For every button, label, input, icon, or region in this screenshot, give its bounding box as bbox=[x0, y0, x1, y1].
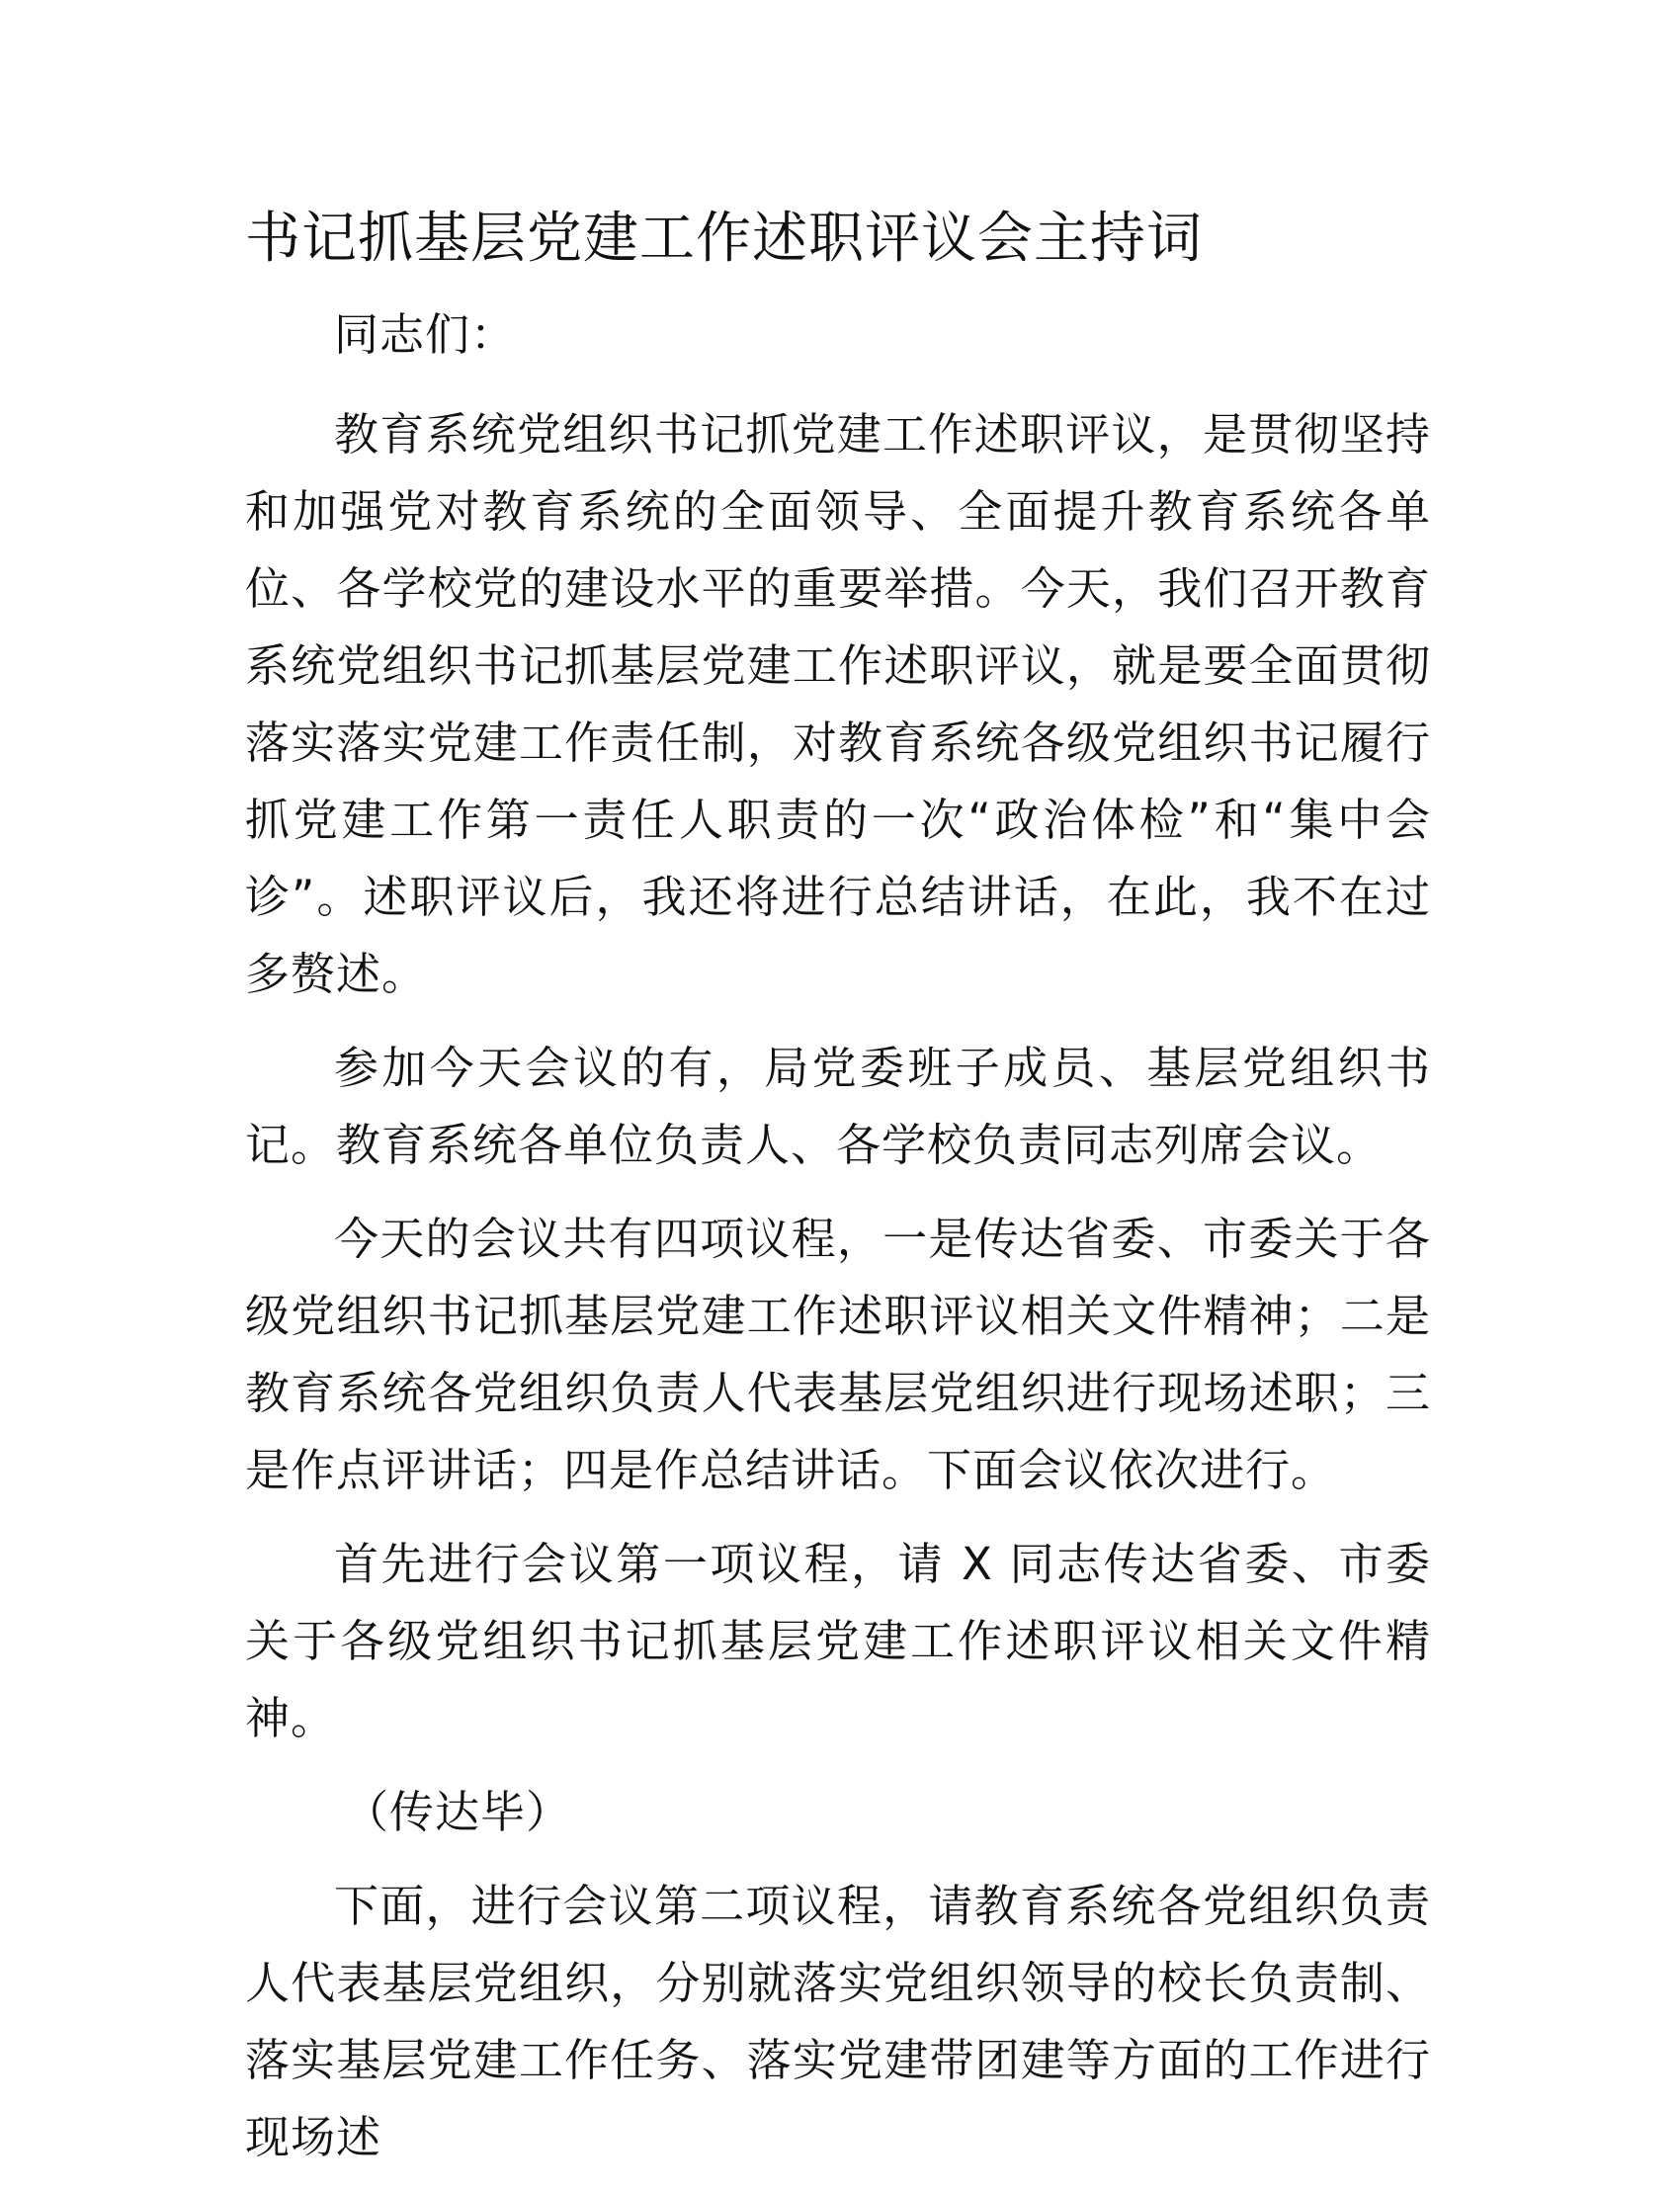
note-paragraph: （传达毕） bbox=[344, 1786, 572, 1838]
body-paragraph: 教育系统党组织书记抓党建工作述职评议，是贯彻坚持和加强党对教育系统的全面领导、全面提升教育系统各单位、各学校党的建设水平的重要举措。今天，我们召开教育系统党组织书记抓基层党建工作述职评议，就是要全面贯彻落实落实党建工作责任制，对教育系统各级党组织书记履行抓党建工作第一责任人职责的一次“政治体检”和“集中会诊”。述职评议后，我还将进行总结讲话，在此，我不在过多赘述。 bbox=[245, 408, 1431, 1000]
body-paragraph: 今天的会议共有四项议程，一是传达省委、市委关于各级党组织书记抓基层党建工作述职评议相关文件精神；二是教育系统各党组织负责人代表基层党组织进行现场述职；三是作点评讲话；四是作总结讲话。下面会议依次进行。 bbox=[245, 1213, 1431, 1496]
body-paragraph: 首先进行会议第一项议程，请 X 同志传达省委、市委关于各级党组织书记抓基层党建工作述职评议相关文件精神。 bbox=[245, 1538, 1431, 1744]
document-body bbox=[245, 296, 1431, 2193]
body-paragraph: 参加今天会议的有，局党委班子成员、基层党组织书记。教育系统各单位负责人、各学校负责同志列席会议。 bbox=[245, 1042, 1431, 1171]
salutation-paragraph: 同志们： bbox=[334, 308, 517, 361]
body-paragraph: 下面，进行会议第二项议程，请教育系统各党组织负责人代表基层党组织，分别就落实党组织领导的校长负责制、落实基层党建工作任务、落实党建带团建等方面的工作进行现场述 bbox=[245, 1880, 1431, 2163]
document-title: 书记抓基层党建工作述职评议会主持词 bbox=[245, 207, 1203, 271]
